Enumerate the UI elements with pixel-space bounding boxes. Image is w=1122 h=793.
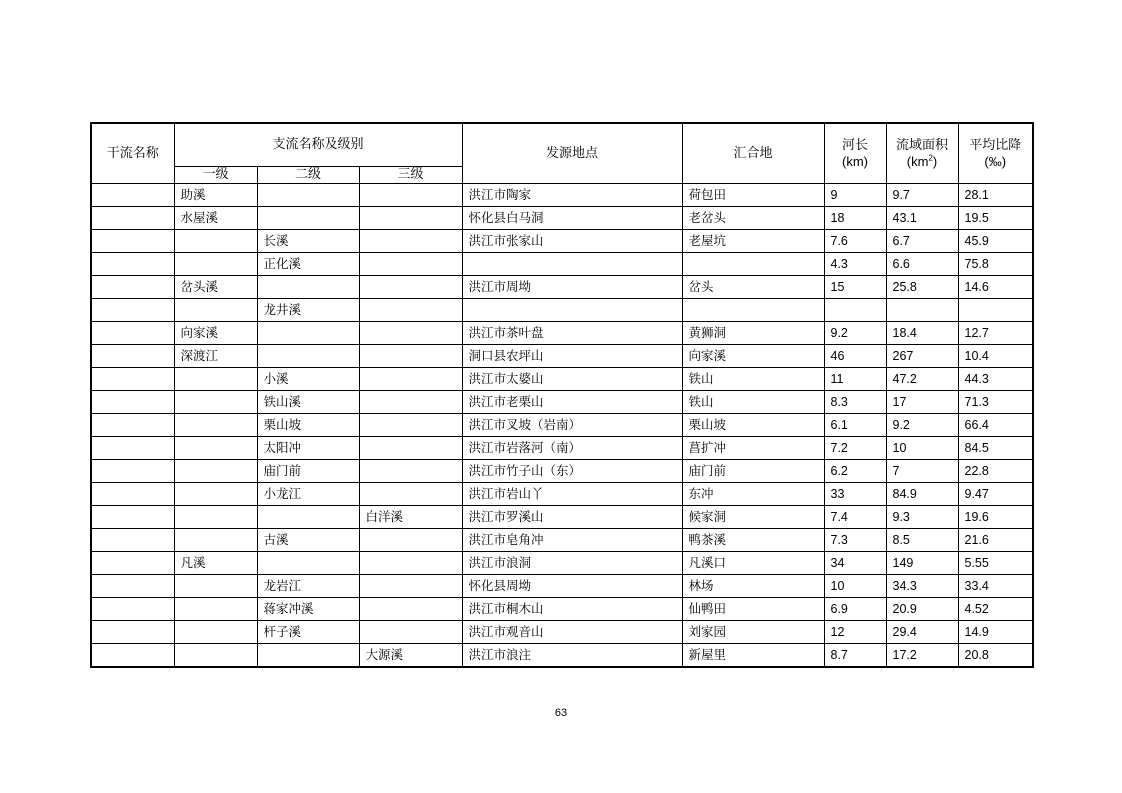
header-area-unit <box>887 154 958 170</box>
cell-source: 洪江市岩落河（南） <box>462 437 682 460</box>
cell-confluence: 鸭茶溪 <box>682 529 824 552</box>
cell-area: 84.9 <box>886 483 958 506</box>
cell-source: 洪江市浪洞 <box>462 552 682 575</box>
cell-length: 8.7 <box>824 644 886 668</box>
header-slope-title: 平均比降 <box>969 137 1022 153</box>
cell-level-2: 龙井溪 <box>257 299 359 322</box>
cell-level-2 <box>257 276 359 299</box>
header-area <box>886 123 958 184</box>
cell-area: 25.8 <box>886 276 958 299</box>
cell-area: 29.4 <box>886 621 958 644</box>
header-slope <box>958 123 1033 184</box>
cell-source: 洪江市周坳 <box>462 276 682 299</box>
cell-length: 9 <box>824 184 886 207</box>
cell-area: 20.9 <box>886 598 958 621</box>
cell-level-1 <box>174 391 257 414</box>
cell-main-stream <box>91 230 174 253</box>
cell-main-stream <box>91 414 174 437</box>
cell-level-3 <box>359 322 462 345</box>
cell-main-stream <box>91 322 174 345</box>
cell-level-3 <box>359 460 462 483</box>
cell-main-stream <box>91 437 174 460</box>
cell-slope <box>958 299 1033 322</box>
cell-slope: 21.6 <box>958 529 1033 552</box>
cell-level-2 <box>257 184 359 207</box>
cell-level-3 <box>359 552 462 575</box>
header-main-stream: 干流名称 <box>91 123 174 184</box>
cell-level-3 <box>359 230 462 253</box>
cell-level-1: 岔头溪 <box>174 276 257 299</box>
cell-source <box>462 253 682 276</box>
table-row <box>91 437 1033 460</box>
cell-length: 6.1 <box>824 414 886 437</box>
cell-level-3 <box>359 621 462 644</box>
cell-area: 10 <box>886 437 958 460</box>
table-row <box>91 598 1033 621</box>
cell-main-stream <box>91 575 174 598</box>
cell-confluence <box>682 299 824 322</box>
table-row <box>91 621 1033 644</box>
header-source: 发源地点 <box>462 123 682 184</box>
cell-confluence: 候家洞 <box>682 506 824 529</box>
cell-level-2: 古溪 <box>257 529 359 552</box>
cell-area: 34.3 <box>886 575 958 598</box>
cell-slope: 71.3 <box>958 391 1033 414</box>
cell-level-1 <box>174 414 257 437</box>
cell-level-3 <box>359 253 462 276</box>
header-confluence: 汇合地 <box>682 123 824 184</box>
table-row <box>91 460 1033 483</box>
cell-slope: 4.52 <box>958 598 1033 621</box>
cell-level-2: 杆子溪 <box>257 621 359 644</box>
cell-confluence: 东冲 <box>682 483 824 506</box>
cell-level-3: 白洋溪 <box>359 506 462 529</box>
cell-length: 12 <box>824 621 886 644</box>
cell-main-stream <box>91 391 174 414</box>
cell-length: 7.4 <box>824 506 886 529</box>
cell-length: 46 <box>824 345 886 368</box>
cell-level-2 <box>257 644 359 668</box>
cell-source: 洪江市太婆山 <box>462 368 682 391</box>
cell-level-1 <box>174 644 257 668</box>
table-row <box>91 184 1033 207</box>
cell-confluence: 菖扩冲 <box>682 437 824 460</box>
header-area-unit-sup: 2 <box>928 153 933 163</box>
cell-level-2 <box>257 322 359 345</box>
table-row <box>91 414 1033 437</box>
page-number: 63 <box>554 707 568 719</box>
cell-confluence: 铁山 <box>682 391 824 414</box>
cell-area: 17.2 <box>886 644 958 668</box>
cell-source: 洪江市皂角冲 <box>462 529 682 552</box>
cell-main-stream <box>91 253 174 276</box>
cell-level-2 <box>257 506 359 529</box>
cell-length: 8.3 <box>824 391 886 414</box>
header-level-1: 一级 <box>174 167 257 184</box>
table-row <box>91 368 1033 391</box>
cell-confluence: 铁山 <box>682 368 824 391</box>
cell-length: 9.2 <box>824 322 886 345</box>
cell-area: 149 <box>886 552 958 575</box>
table-row <box>91 230 1033 253</box>
cell-area: 6.7 <box>886 230 958 253</box>
table-header <box>91 123 1033 184</box>
cell-area: 9.3 <box>886 506 958 529</box>
cell-source: 洪江市张家山 <box>462 230 682 253</box>
cell-slope: 14.9 <box>958 621 1033 644</box>
table-row <box>91 552 1033 575</box>
cell-confluence: 老岔头 <box>682 207 824 230</box>
table-row <box>91 483 1033 506</box>
cell-level-3 <box>359 598 462 621</box>
header-area-unit-post: ) <box>932 153 938 169</box>
cell-level-3 <box>359 368 462 391</box>
cell-level-1 <box>174 506 257 529</box>
cell-area: 18.4 <box>886 322 958 345</box>
cell-level-3 <box>359 529 462 552</box>
table-row <box>91 391 1033 414</box>
cell-level-3: 大源溪 <box>359 644 462 668</box>
cell-source: 怀化县周坳 <box>462 575 682 598</box>
cell-main-stream <box>91 276 174 299</box>
header-length <box>824 123 886 184</box>
cell-length: 34 <box>824 552 886 575</box>
cell-length <box>824 299 886 322</box>
cell-source <box>462 299 682 322</box>
cell-slope: 20.8 <box>958 644 1033 668</box>
cell-source: 洪江市桐木山 <box>462 598 682 621</box>
table-body <box>91 184 1033 668</box>
cell-main-stream <box>91 506 174 529</box>
cell-main-stream <box>91 483 174 506</box>
cell-slope: 66.4 <box>958 414 1033 437</box>
cell-slope: 10.4 <box>958 345 1033 368</box>
cell-level-2: 长溪 <box>257 230 359 253</box>
cell-confluence: 刘家园 <box>682 621 824 644</box>
cell-level-3 <box>359 414 462 437</box>
cell-confluence: 新屋里 <box>682 644 824 668</box>
cell-main-stream <box>91 184 174 207</box>
cell-level-1 <box>174 483 257 506</box>
cell-confluence: 老屋坑 <box>682 230 824 253</box>
cell-level-1 <box>174 575 257 598</box>
cell-slope: 28.1 <box>958 184 1033 207</box>
cell-main-stream <box>91 529 174 552</box>
cell-length: 11 <box>824 368 886 391</box>
cell-level-2: 栗山坡 <box>257 414 359 437</box>
cell-level-2: 正化溪 <box>257 253 359 276</box>
cell-level-2 <box>257 207 359 230</box>
cell-level-3 <box>359 437 462 460</box>
cell-area: 9.7 <box>886 184 958 207</box>
cell-main-stream <box>91 345 174 368</box>
cell-length: 18 <box>824 207 886 230</box>
table-row <box>91 345 1033 368</box>
cell-level-3 <box>359 575 462 598</box>
cell-source: 洪江市叉坡（岩南） <box>462 414 682 437</box>
cell-level-1 <box>174 460 257 483</box>
cell-level-1: 向家溪 <box>174 322 257 345</box>
cell-slope: 19.5 <box>958 207 1033 230</box>
cell-area: 267 <box>886 345 958 368</box>
cell-slope: 45.9 <box>958 230 1033 253</box>
cell-area: 43.1 <box>886 207 958 230</box>
cell-level-2: 铁山溪 <box>257 391 359 414</box>
cell-length: 4.3 <box>824 253 886 276</box>
cell-main-stream <box>91 621 174 644</box>
cell-slope: 84.5 <box>958 437 1033 460</box>
cell-length: 33 <box>824 483 886 506</box>
table-row <box>91 207 1033 230</box>
cell-main-stream <box>91 644 174 668</box>
header-length-unit: (km) <box>842 153 868 169</box>
cell-source: 怀化县白马洞 <box>462 207 682 230</box>
cell-area: 9.2 <box>886 414 958 437</box>
cell-level-3 <box>359 483 462 506</box>
cell-level-1: 助溪 <box>174 184 257 207</box>
cell-level-2: 小溪 <box>257 368 359 391</box>
cell-area: 17 <box>886 391 958 414</box>
river-data-table <box>90 122 1034 668</box>
cell-level-2: 蒋家冲溪 <box>257 598 359 621</box>
cell-level-1 <box>174 230 257 253</box>
cell-confluence: 庙门前 <box>682 460 824 483</box>
cell-source: 洪江市竹子山（东） <box>462 460 682 483</box>
river-data-table-container <box>90 122 1032 668</box>
cell-main-stream <box>91 460 174 483</box>
cell-slope: 22.8 <box>958 460 1033 483</box>
cell-area <box>886 299 958 322</box>
cell-level-3 <box>359 391 462 414</box>
cell-length: 15 <box>824 276 886 299</box>
cell-main-stream <box>91 552 174 575</box>
cell-source: 洪江市浪注 <box>462 644 682 668</box>
cell-level-1 <box>174 368 257 391</box>
cell-length: 7.3 <box>824 529 886 552</box>
header-slope-unit: (‰) <box>984 153 1007 169</box>
table-row <box>91 644 1033 668</box>
cell-slope: 12.7 <box>958 322 1033 345</box>
cell-level-2 <box>257 552 359 575</box>
cell-confluence: 林场 <box>682 575 824 598</box>
cell-source: 洞口县农坪山 <box>462 345 682 368</box>
cell-level-1: 深渡江 <box>174 345 257 368</box>
cell-level-1 <box>174 437 257 460</box>
cell-confluence: 黄狮洞 <box>682 322 824 345</box>
cell-length: 7.6 <box>824 230 886 253</box>
cell-source: 洪江市罗溪山 <box>462 506 682 529</box>
cell-confluence: 向家溪 <box>682 345 824 368</box>
table-row <box>91 253 1033 276</box>
cell-level-1: 水屋溪 <box>174 207 257 230</box>
cell-source: 洪江市茶叶盘 <box>462 322 682 345</box>
table-row <box>91 529 1033 552</box>
table-row <box>91 322 1033 345</box>
cell-level-1: 凡溪 <box>174 552 257 575</box>
cell-level-3 <box>359 299 462 322</box>
cell-level-3 <box>359 345 462 368</box>
cell-confluence: 岔头 <box>682 276 824 299</box>
cell-level-1 <box>174 253 257 276</box>
cell-slope: 19.6 <box>958 506 1033 529</box>
cell-confluence: 荷包田 <box>682 184 824 207</box>
header-area-title: 流域面积 <box>895 137 948 153</box>
cell-length: 10 <box>824 575 886 598</box>
cell-source: 洪江市老栗山 <box>462 391 682 414</box>
header-level-2: 二级 <box>257 167 359 184</box>
header-length-title: 河长 <box>841 137 868 153</box>
cell-slope: 9.47 <box>958 483 1033 506</box>
cell-level-1 <box>174 621 257 644</box>
cell-level-1 <box>174 299 257 322</box>
cell-area: 8.5 <box>886 529 958 552</box>
cell-confluence: 凡溪口 <box>682 552 824 575</box>
cell-length: 6.9 <box>824 598 886 621</box>
cell-main-stream <box>91 598 174 621</box>
cell-confluence: 仙鸭田 <box>682 598 824 621</box>
cell-slope: 75.8 <box>958 253 1033 276</box>
cell-level-2: 太阳冲 <box>257 437 359 460</box>
cell-slope: 44.3 <box>958 368 1033 391</box>
table-row <box>91 276 1033 299</box>
header-area-unit-pre: (km <box>906 153 929 169</box>
cell-area: 6.6 <box>886 253 958 276</box>
cell-level-2: 庙门前 <box>257 460 359 483</box>
cell-source: 洪江市岩山丫 <box>462 483 682 506</box>
header-tributary-group: 支流名称及级别 <box>174 123 462 167</box>
cell-level-2: 龙岩江 <box>257 575 359 598</box>
cell-main-stream <box>91 207 174 230</box>
cell-level-1 <box>174 529 257 552</box>
cell-main-stream <box>91 299 174 322</box>
cell-confluence <box>682 253 824 276</box>
cell-length: 7.2 <box>824 437 886 460</box>
cell-slope: 5.55 <box>958 552 1033 575</box>
cell-source: 洪江市观音山 <box>462 621 682 644</box>
cell-source: 洪江市陶家 <box>462 184 682 207</box>
cell-level-2: 小龙江 <box>257 483 359 506</box>
cell-confluence: 栗山坡 <box>682 414 824 437</box>
table-row <box>91 506 1033 529</box>
cell-level-2 <box>257 345 359 368</box>
cell-level-1 <box>174 598 257 621</box>
cell-main-stream <box>91 368 174 391</box>
cell-area: 7 <box>886 460 958 483</box>
cell-area: 47.2 <box>886 368 958 391</box>
header-level-3: 三级 <box>359 167 462 184</box>
cell-slope: 14.6 <box>958 276 1033 299</box>
cell-slope: 33.4 <box>958 575 1033 598</box>
cell-length: 6.2 <box>824 460 886 483</box>
cell-level-3 <box>359 184 462 207</box>
table-row <box>91 575 1033 598</box>
cell-level-3 <box>359 207 462 230</box>
cell-level-3 <box>359 276 462 299</box>
table-row <box>91 299 1033 322</box>
